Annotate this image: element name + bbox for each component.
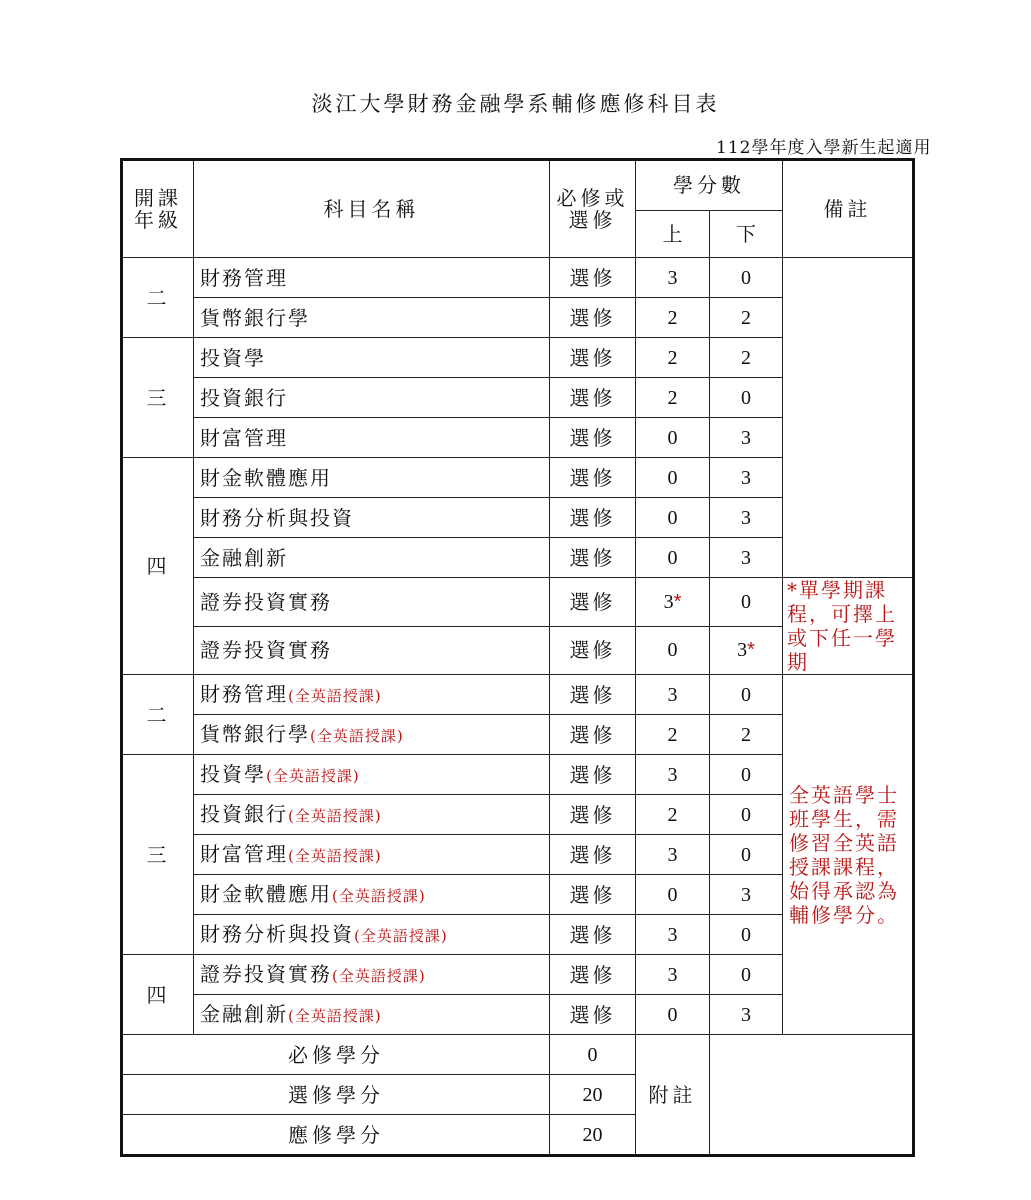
- remarks-cell: [783, 258, 914, 578]
- credit-lower: 3: [710, 418, 783, 458]
- credit-upper: 2: [636, 378, 710, 418]
- course-type: 選修: [550, 458, 636, 498]
- course-type: 選修: [550, 835, 636, 875]
- asterisk-mark: *: [673, 590, 682, 613]
- credit-upper: 0: [636, 498, 710, 538]
- credit-upper: 0: [636, 538, 710, 578]
- credit-upper: 3: [636, 835, 710, 875]
- credit-lower: 0: [710, 675, 783, 715]
- course-type: 選修: [550, 538, 636, 578]
- credit-lower: 0: [710, 755, 783, 795]
- appendix-label: 附註: [636, 1035, 710, 1156]
- header-lower: 下: [710, 210, 783, 258]
- document-subtitle: 112學年度入學新生起適用: [716, 138, 932, 158]
- course-name: 投資銀行(全英語授課): [194, 795, 550, 835]
- course-type: 選修: [550, 755, 636, 795]
- credit-upper: 0: [636, 458, 710, 498]
- grade-cell: 三: [122, 338, 194, 458]
- credit-upper: 3*: [636, 578, 710, 627]
- course-type: 選修: [550, 995, 636, 1035]
- credit-lower: 3: [710, 538, 783, 578]
- english-tag: (全英語授課): [332, 966, 426, 985]
- english-tag: (全英語授課): [288, 846, 382, 865]
- course-type: 選修: [550, 715, 636, 755]
- course-name: 貨幣銀行學: [194, 298, 550, 338]
- credit-upper: 3: [636, 675, 710, 715]
- asterisk-mark: *: [747, 639, 755, 662]
- course-name: 財務管理(全英語授課): [194, 675, 550, 715]
- credit-lower: 0: [710, 578, 783, 627]
- credit-upper: 0: [636, 875, 710, 915]
- course-name: 財務分析與投資(全英語授課): [194, 915, 550, 955]
- credit-upper: 3: [636, 258, 710, 298]
- credit-lower: 0: [710, 378, 783, 418]
- summary-total-value: 20: [550, 1115, 636, 1156]
- credit-lower: 3*: [710, 626, 783, 675]
- credit-upper: 2: [636, 338, 710, 378]
- credit-upper: 0: [636, 995, 710, 1035]
- credit-lower: 3: [710, 458, 783, 498]
- course-name: 投資學: [194, 338, 550, 378]
- header-remarks: 備註: [783, 160, 914, 258]
- course-type: 選修: [550, 915, 636, 955]
- course-name: 金融創新: [194, 538, 550, 578]
- english-tag: (全英語授課): [288, 686, 382, 705]
- course-name: 財金軟體應用: [194, 458, 550, 498]
- course-type: 選修: [550, 626, 636, 675]
- appendix-content: [710, 1035, 914, 1156]
- credit-lower: 3: [710, 498, 783, 538]
- course-name: 財務分析與投資: [194, 498, 550, 538]
- course-name: 證券投資實務(全英語授課): [194, 955, 550, 995]
- course-type: 選修: [550, 378, 636, 418]
- english-tag: (全英語授課): [288, 806, 382, 825]
- course-type: 選修: [550, 578, 636, 627]
- course-name: 財務管理: [194, 258, 550, 298]
- credit-upper: 2: [636, 795, 710, 835]
- credit-lower: 0: [710, 258, 783, 298]
- credit-lower: 0: [710, 835, 783, 875]
- credit-lower: 3: [710, 875, 783, 915]
- course-type: 選修: [550, 258, 636, 298]
- credit-lower: 2: [710, 715, 783, 755]
- course-type: 選修: [550, 955, 636, 995]
- credit-upper: 2: [636, 715, 710, 755]
- summary-required-value: 0: [550, 1035, 636, 1075]
- credit-lower: 3: [710, 995, 783, 1035]
- credit-lower: 0: [710, 955, 783, 995]
- credit-lower: 2: [710, 298, 783, 338]
- course-type: 選修: [550, 675, 636, 715]
- course-type: 選修: [550, 498, 636, 538]
- course-type: 選修: [550, 338, 636, 378]
- credit-lower: 2: [710, 338, 783, 378]
- course-name: 財金軟體應用(全英語授課): [194, 875, 550, 915]
- summary-elective-label: 選修學分: [122, 1075, 550, 1115]
- grade-cell: 三: [122, 755, 194, 955]
- summary-required-label: 必修學分: [122, 1035, 550, 1075]
- credit-upper: 0: [636, 626, 710, 675]
- credit-upper: 2: [636, 298, 710, 338]
- course-type: 選修: [550, 795, 636, 835]
- grade-cell: 二: [122, 258, 194, 338]
- course-table: [120, 158, 915, 1157]
- grade-cell: 四: [122, 955, 194, 1035]
- course-type: 選修: [550, 418, 636, 458]
- grade-cell: 四: [122, 458, 194, 675]
- credit-upper: 0: [636, 418, 710, 458]
- credit-upper: 3: [636, 955, 710, 995]
- credit-upper: 3: [636, 755, 710, 795]
- course-name: 投資銀行: [194, 378, 550, 418]
- course-name: 金融創新(全英語授課): [194, 995, 550, 1035]
- english-tag: (全英語授課): [310, 726, 404, 745]
- english-tag: (全英語授課): [332, 886, 426, 905]
- header-type: 必修或選修: [550, 160, 636, 258]
- grade-cell: 二: [122, 675, 194, 755]
- course-name: 投資學(全英語授課): [194, 755, 550, 795]
- english-tag: (全英語授課): [288, 1006, 382, 1025]
- course-name: 財富管理(全英語授課): [194, 835, 550, 875]
- course-name: 財富管理: [194, 418, 550, 458]
- course-name: 證券投資實務: [194, 626, 550, 675]
- header-grade: 開課年級: [122, 160, 194, 258]
- header-upper: 上: [636, 210, 710, 258]
- credit-lower: 0: [710, 795, 783, 835]
- credit-lower: 0: [710, 915, 783, 955]
- credit-upper: 3: [636, 915, 710, 955]
- header-credits: 學分數: [636, 160, 783, 211]
- course-type: 選修: [550, 875, 636, 915]
- single-semester-note: *單學期課程，可擇上或下任一學期: [783, 578, 914, 675]
- course-name: 證券投資實務: [194, 578, 550, 627]
- document-title: 淡江大學財務金融學系輔修應修科目表: [311, 92, 720, 116]
- course-name: 貨幣銀行學(全英語授課): [194, 715, 550, 755]
- course-type: 選修: [550, 298, 636, 338]
- header-course: 科目名稱: [194, 160, 550, 258]
- english-program-note: 全英語學士班學生，需修習全英語授課課程，始得承認為輔修學分。: [783, 675, 914, 1035]
- english-tag: (全英語授課): [266, 766, 360, 785]
- summary-total-label: 應修學分: [122, 1115, 550, 1156]
- english-tag: (全英語授課): [354, 926, 448, 945]
- summary-elective-value: 20: [550, 1075, 636, 1115]
